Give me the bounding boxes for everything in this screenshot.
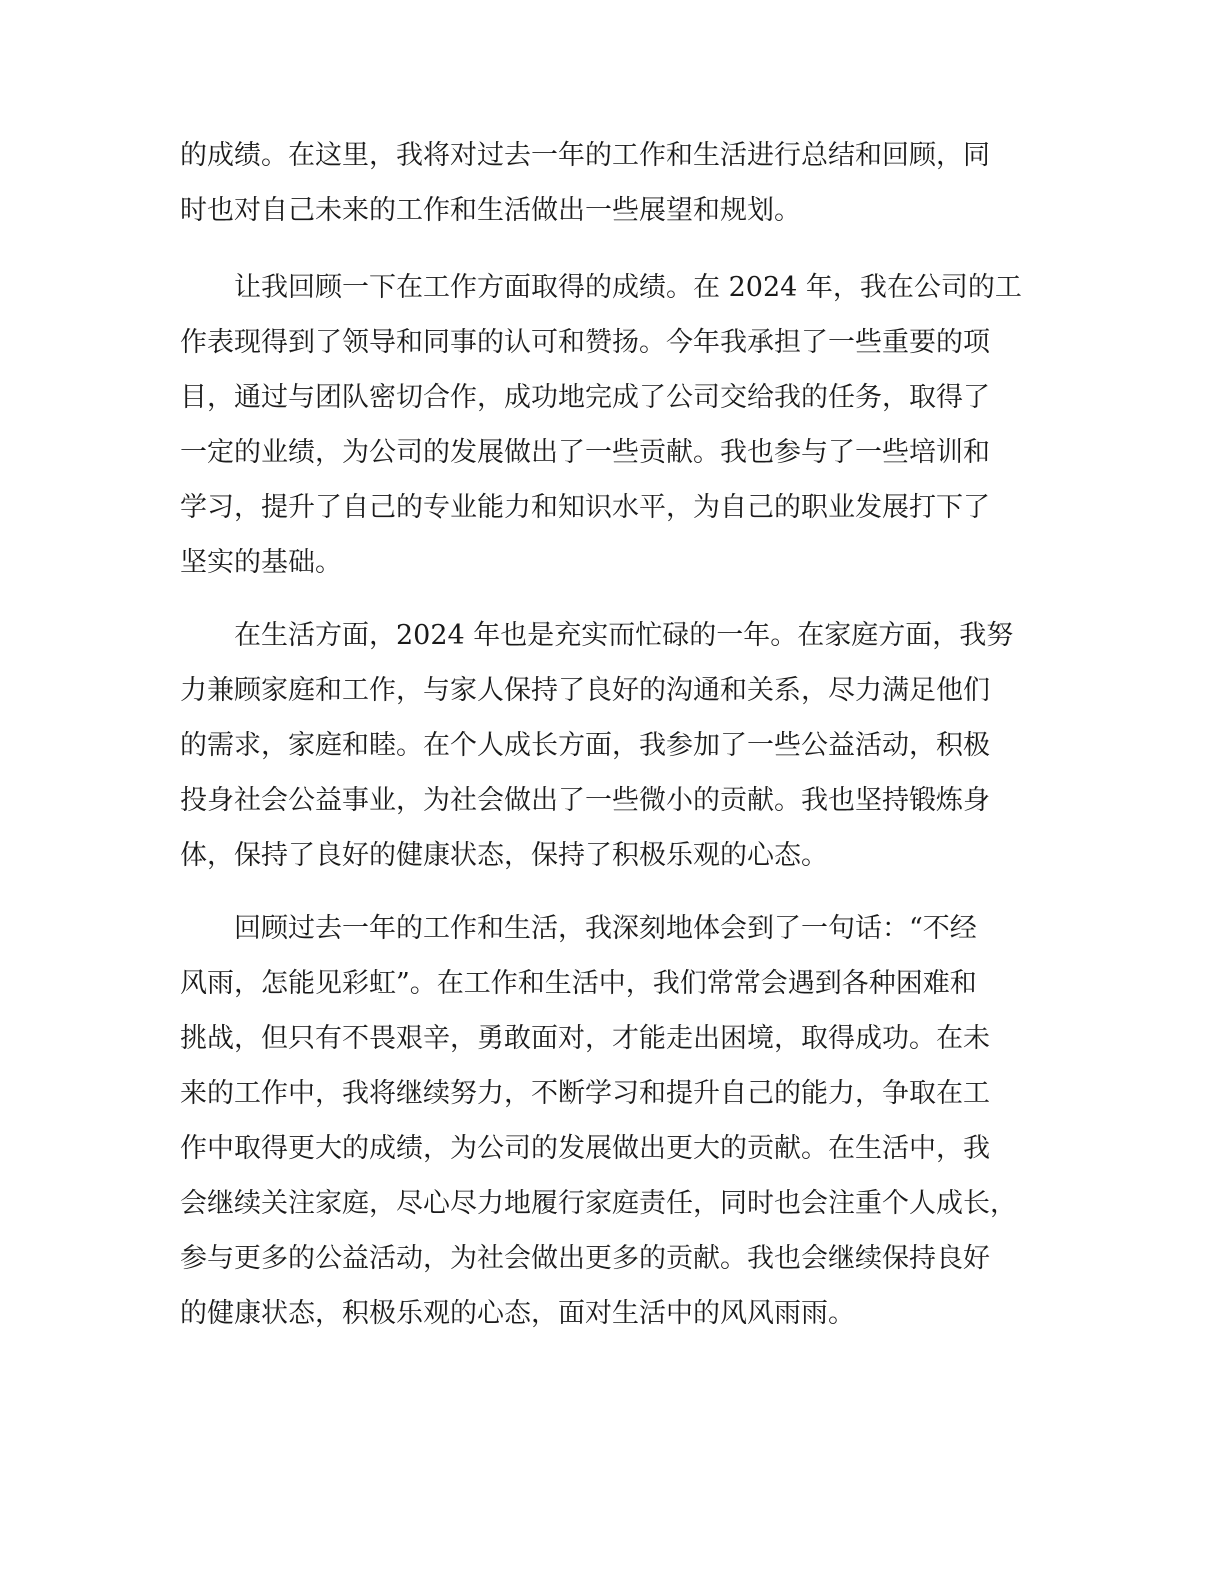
paragraph-line: 力兼顾家庭和工作，与家人保持了良好的沟通和关系，尽力满足他们: [180, 675, 990, 706]
paragraph-line: 在生活方面，2024 年也是充实而忙碌的一年。在家庭方面，我努: [234, 620, 1014, 651]
paragraph-line: 参与更多的公益活动，为社会做出更多的贡献。我也会继续保持良好: [180, 1243, 990, 1274]
paragraph-line: 投身社会公益事业，为社会做出了一些微小的贡献。我也坚持锻炼身: [180, 785, 990, 816]
paragraph-line: 让我回顾一下在工作方面取得的成绩。在 2024 年，我在公司的工: [234, 272, 1022, 303]
paragraph-line: 的健康状态，积极乐观的心态，面对生活中的风风雨雨。: [180, 1298, 855, 1329]
paragraph-line: 学习，提升了自己的专业能力和知识水平，为自己的职业发展打下了: [180, 492, 990, 523]
paragraph-line: 作表现得到了领导和同事的认可和赞扬。今年我承担了一些重要的项: [180, 327, 990, 358]
paragraph-line: 会继续关注家庭，尽心尽力地履行家庭责任，同时也会注重个人成长，: [180, 1188, 1017, 1219]
paragraph-line: 风雨，怎能见彩虹”。在工作和生活中，我们常常会遇到各种困难和: [180, 968, 977, 999]
paragraph-line: 的成绩。在这里，我将对过去一年的工作和生活进行总结和回顾，同: [180, 140, 990, 171]
paragraph-line: 回顾过去一年的工作和生活，我深刻地体会到了一句话：“不经: [234, 913, 977, 944]
paragraph-line: 时也对自己未来的工作和生活做出一些展望和规划。: [180, 195, 801, 226]
paragraph-line: 的需求，家庭和睦。在个人成长方面，我参加了一些公益活动，积极: [180, 730, 990, 761]
paragraph-line: 体，保持了良好的健康状态，保持了积极乐观的心态。: [180, 840, 828, 871]
paragraph-line: 一定的业绩，为公司的发展做出了一些贡献。我也参与了一些培训和: [180, 437, 990, 468]
paragraph-line: 作中取得更大的成绩，为公司的发展做出更大的贡献。在生活中，我: [180, 1133, 990, 1164]
paragraph-line: 坚实的基础。: [180, 547, 342, 578]
paragraph-line: 目，通过与团队密切合作，成功地完成了公司交给我的任务，取得了: [180, 382, 990, 413]
paragraph-line: 来的工作中，我将继续努力，不断学习和提升自己的能力，争取在工: [180, 1078, 990, 1109]
paragraph-line: 挑战，但只有不畏艰辛，勇敢面对，才能走出困境，取得成功。在未: [180, 1023, 990, 1054]
